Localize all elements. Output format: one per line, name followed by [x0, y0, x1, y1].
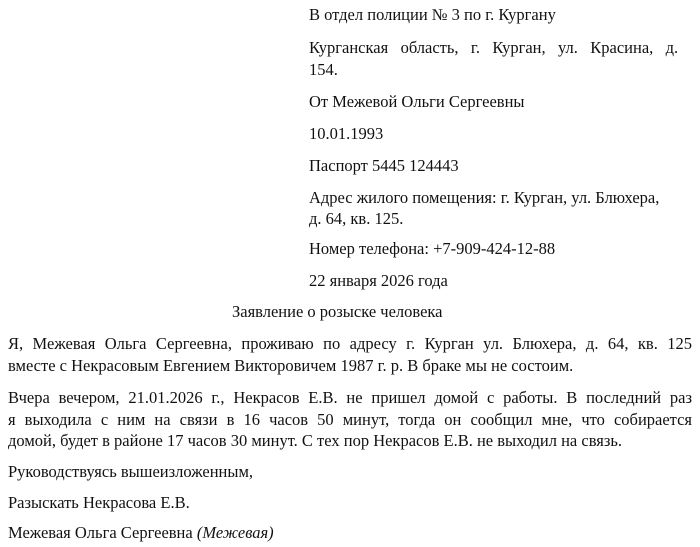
- phone: Номер телефона: +7-909-424-12-88: [309, 239, 556, 258]
- paragraph-4: Разыскать Некрасова Е.В.: [8, 493, 190, 512]
- home-address-line1: Адрес жилого помещения: г. Курган, ул. Блюхера,: [309, 188, 660, 207]
- birth-date: 10.01.1993: [309, 124, 384, 143]
- recipient-address-line1: Курганская область, г. Курган, ул. Красина, д.: [309, 38, 679, 57]
- paragraph-2-line-2: я выходила с ним на связи в 16 часов 50 минут, тогда он сообщил мне, что собирается: [8, 410, 692, 429]
- paragraph-2-line-3: домой, будет в районе 17 часов 30 минут. С тех пор Некрасов Е.В. не выходил на связь.: [8, 431, 623, 450]
- paragraph-3: Руководствуясь вышеизложенным,: [8, 462, 254, 481]
- recipient: В отдел полиции № 3 по г. Кургану: [309, 5, 556, 24]
- home-address-line2: д. 64, кв. 125.: [309, 209, 404, 228]
- paragraph-1-line-2: вместе с Некрасовым Евгением Викторовичем 1987 г. р. В браке мы не состоим.: [8, 356, 574, 375]
- letter-date: 22 января 2026 года: [309, 271, 448, 290]
- signature: (Межевая): [196, 523, 274, 542]
- sender-name: От Межевой Ольги Сергеевны: [309, 92, 525, 111]
- recipient-address-line2: 154.: [309, 60, 338, 79]
- signature-line: [8, 523, 274, 543]
- signature-name: Межевая Ольга Сергеевна: [8, 523, 193, 542]
- document-title: Заявление о розыске человека: [232, 302, 443, 321]
- paragraph-2-line-1: Вчера вечером, 21.01.2026 г., Некрасов Е.В. не пришел домой с работы. В последний раз: [8, 388, 692, 407]
- paragraph-1-line-1: Я, Межевая Ольга Сергеевна, проживаю по адресу г. Курган ул. Блюхера, д. 64, кв. 125: [8, 334, 692, 353]
- passport: Паспорт 5445 124443: [309, 156, 459, 175]
